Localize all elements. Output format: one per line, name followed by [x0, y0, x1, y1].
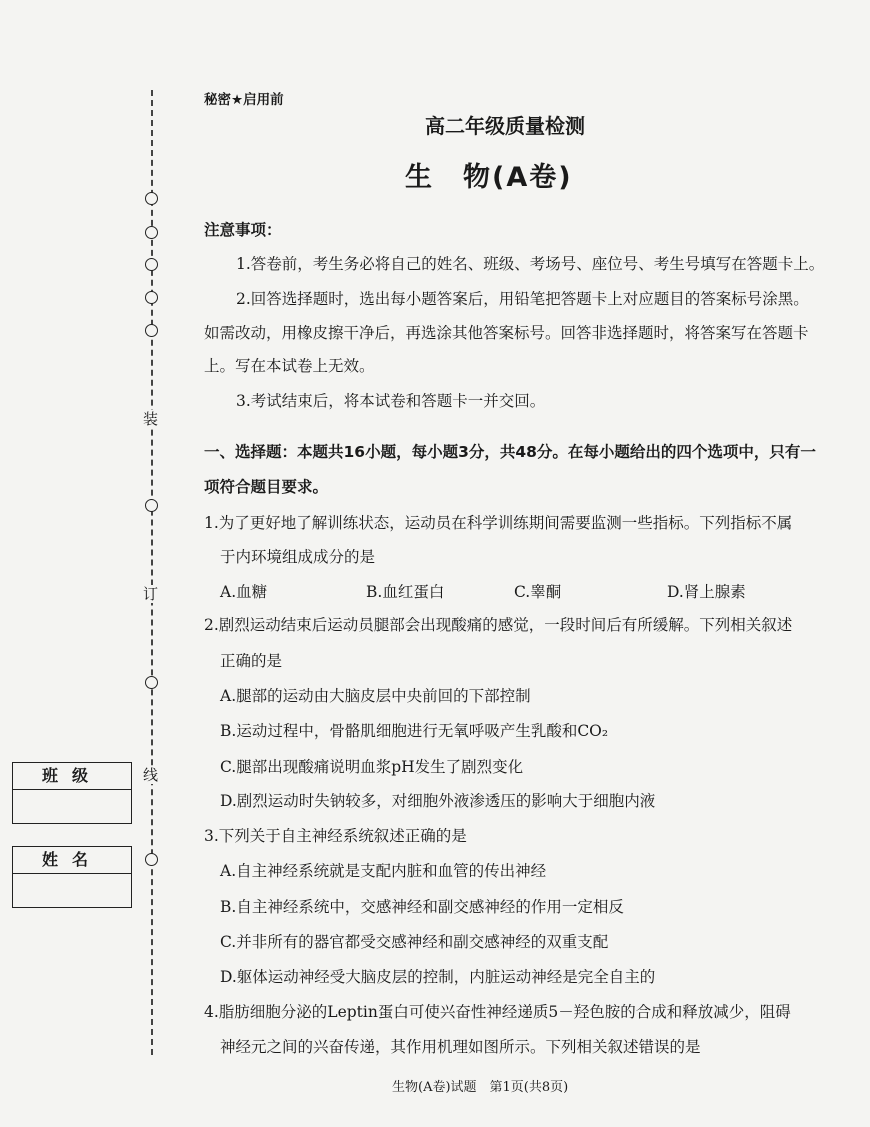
- binding-hole: [145, 291, 158, 304]
- question-2-stem: 2.剧烈运动结束后运动员腿部会出现酸痛的感觉，一段时间后有所缓解。下列相关叙述: [204, 616, 793, 634]
- question-2-option-b: B.运动过程中，骨骼肌细胞进行无氧呼吸产生乳酸和CO₂: [220, 722, 609, 740]
- binding-hole: [145, 499, 158, 512]
- note-item-2: 2.回答选择题时，选出每小题答案后，用铅笔把答题卡上对应题目的答案标号涂黑。: [236, 290, 809, 308]
- question-1-stem: 1.为了更好地了解训练状态，运动员在科学训练期间需要监测一些指标。下列指标不属: [204, 514, 793, 532]
- question-2-stem-cont: 正确的是: [220, 652, 283, 670]
- question-2-option-a: A.腿部的运动由大脑皮层中央前回的下部控制: [220, 687, 531, 705]
- question-1-stem-cont: 于内环境组成成分的是: [220, 548, 376, 566]
- notes-heading: 注意事项：: [204, 221, 282, 239]
- name-input-area[interactable]: [13, 874, 131, 907]
- binding-hole: [145, 676, 158, 689]
- question-3-stem: 3.下列关于自主神经系统叙述正确的是: [204, 827, 467, 845]
- binding-hole: [145, 324, 158, 337]
- section-heading: 一、选择题：本题共16小题，每小题3分，共48分。在每小题给出的四个选项中，只有一: [204, 443, 816, 461]
- subject-title: 生 物(A卷): [405, 162, 573, 193]
- note-item-3: 3.考试结束后，将本试卷和答题卡一并交回。: [236, 392, 546, 410]
- page-footer: 生物(A卷)试题 第1页(共8页): [392, 1080, 569, 1095]
- name-label: 姓名: [13, 847, 131, 874]
- binding-char-xian: 线: [143, 766, 159, 784]
- option-a: A.血糖: [220, 583, 268, 601]
- question-4-stem: 4.脂肪细胞分泌的Leptin蛋白可使兴奋性神经递质5－羟色胺的合成和释放减少，阻碍: [204, 1003, 791, 1021]
- note-item-2-cont: 上。写在本试卷上无效。: [204, 357, 375, 375]
- binding-hole: [145, 853, 158, 866]
- question-4-stem-cont: 神经元之间的兴奋传递，其作用机理如图所示。下列相关叙述错误的是: [220, 1038, 701, 1056]
- class-info-box: [12, 762, 132, 824]
- question-2-option-c: C.腿部出现酸痛说明血浆pH发生了剧烈变化: [220, 758, 524, 776]
- binding-char-ding: 订: [143, 585, 159, 603]
- question-3-option-b: B.自主神经系统中，交感神经和副交感神经的作用一定相反: [220, 898, 624, 916]
- question-3-option-c: C.并非所有的器官都受交感神经和副交感神经的双重支配: [220, 933, 609, 951]
- binding-char-zhuang: 装: [143, 410, 159, 428]
- note-item-1: 1.答卷前，考生务必将自己的姓名、班级、考场号、座位号、考生号填写在答题卡上。: [236, 255, 825, 273]
- binding-hole: [145, 226, 158, 239]
- name-info-box: [12, 846, 132, 908]
- option-c: C.睾酮: [514, 583, 562, 601]
- question-3-option-d: D.躯体运动神经受大脑皮层的控制，内脏运动神经是完全自主的: [220, 968, 656, 986]
- question-1-options: [220, 580, 860, 600]
- question-2-option-d: D.剧烈运动时失钠较多，对细胞外液渗透压的影响大于细胞内液: [220, 792, 656, 810]
- secret-label: 秘密★启用前: [204, 92, 284, 108]
- question-3-option-a: A.自主神经系统就是支配内脏和血管的传出神经: [220, 862, 547, 880]
- option-d: D.肾上腺素: [667, 583, 746, 601]
- option-b: B.血红蛋白: [366, 583, 445, 601]
- section-heading-cont: 项符合题目要求。: [204, 478, 329, 496]
- class-input-area[interactable]: [13, 790, 131, 823]
- binding-hole: [145, 192, 158, 205]
- class-label: 班级: [13, 763, 131, 790]
- note-item-2-cont: 如需改动，用橡皮擦干净后，再选涂其他答案标号。回答非选择题时，将答案写在答题卡: [204, 324, 809, 342]
- exam-title: 高二年级质量检测: [425, 114, 585, 138]
- binding-hole: [145, 258, 158, 271]
